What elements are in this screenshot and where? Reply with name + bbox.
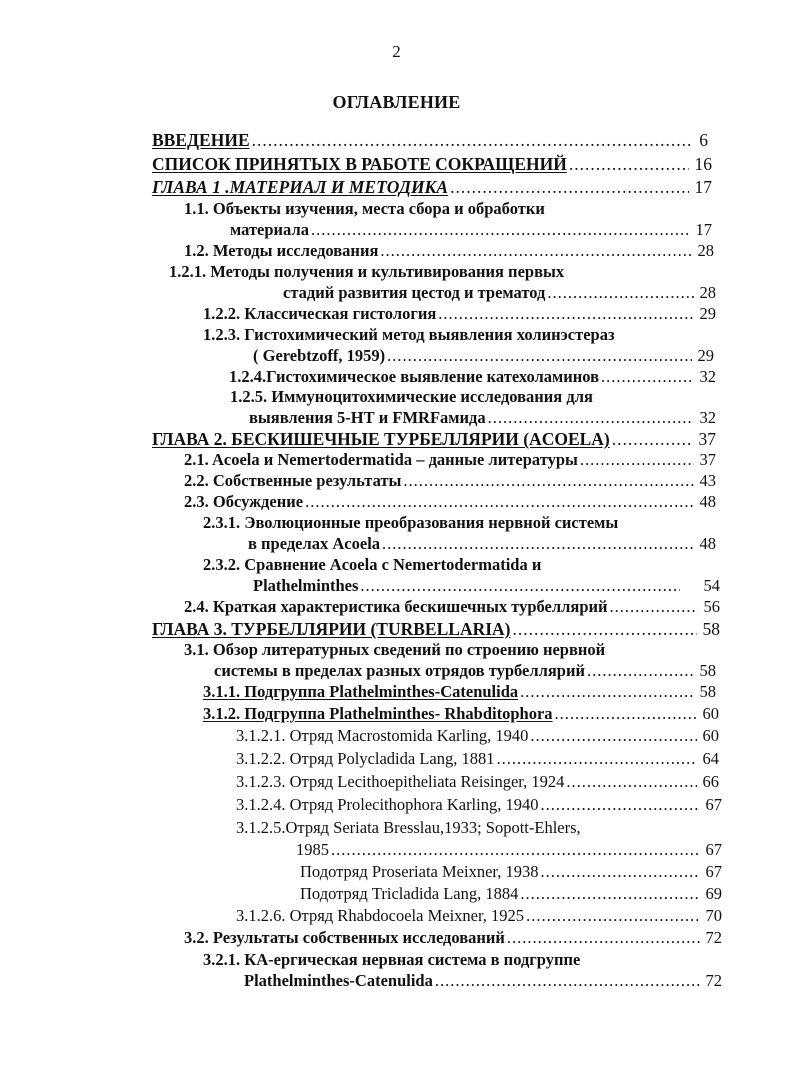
toc-entry-page: 60 [702, 704, 719, 723]
toc-entry-tricladida[interactable] [300, 884, 722, 904]
toc-entry-text: 1.2. Методы исследования [184, 241, 379, 260]
toc-entry-text: 2.2. Собственные результаты [184, 471, 402, 490]
toc-entry-3-1[interactable] [214, 661, 716, 681]
toc-entry-page: 29 [699, 304, 716, 323]
toc-entry-3-1-2-5-line1: 3.1.2.5.Отряд Seriata Bresslau,1933; Sopott-Ehlers, [236, 818, 581, 837]
toc-entry-1-1-line1: 1.1. Объекты изучения, места сбора и обработки [184, 199, 545, 218]
toc-entry-page: 56 [703, 597, 720, 616]
toc-entry-page: 37 [698, 429, 716, 449]
toc-entry-page: 17 [694, 177, 712, 197]
toc-entry-proseriata[interactable] [300, 862, 722, 882]
toc-entry-3-1-line1: 3.1. Обзор литературных сведений по строению нервной [184, 640, 606, 659]
toc-entry-1-2-5-line1: 1.2.5. Иммуноцитохимические исследования для [230, 387, 593, 406]
toc-entry-text: Подотряд Proseriata Meixner, 1938 [300, 862, 539, 881]
toc-entry-3-1-1[interactable] [203, 682, 716, 702]
toc-entry-page: 67 [705, 862, 722, 881]
toc-entry-page: 48 [699, 492, 716, 511]
toc-entry-1-2-1-line1: 1.2.1. Методы получения и культивирования первых [169, 262, 565, 281]
toc-entry-3-2-1-line1: 3.2.1. КА-ергическая нервная система в подгруппе [203, 950, 581, 969]
toc-entry-1-2-3-line1: 1.2.3. Гистохимический метод выявления холинэстераз [203, 325, 615, 344]
toc-entry-page: 58 [699, 682, 716, 701]
toc-entry-page: 67 [705, 795, 722, 814]
toc-entry-page: 70 [705, 906, 722, 925]
toc-entry-text: Подотряд Tricladida Lang, 1884 [300, 884, 519, 903]
toc-entry-text: материала [230, 220, 309, 239]
toc-entry-chapter-3[interactable] [152, 619, 720, 639]
toc-entry-text: 3.1.2.6. Отряд Rhabdocoela Meixner, 1925 [236, 906, 525, 925]
toc-entry-page: 6 [699, 130, 708, 150]
toc-entry-page: 69 [705, 884, 722, 903]
toc-entry-page: 58 [702, 619, 720, 639]
toc-entry-2-2[interactable] [184, 471, 716, 491]
toc-title: ОГЛАВЛЕНИЕ [332, 92, 461, 112]
toc-entry-1-2-5[interactable] [249, 408, 716, 428]
toc-entry-text: 1985 [296, 840, 329, 859]
page-number: 2 [392, 42, 401, 61]
toc-entry-page: 60 [702, 726, 719, 745]
toc-entry-2-3-2-line1: 2.3.2. Сравнение Acoela с Nemertodermatida и [203, 555, 542, 574]
toc-entry-3-1-2-5[interactable] [296, 840, 722, 860]
toc-entry-text: системы в пределах разных отрядов турбеллярий [214, 661, 585, 680]
toc-entry-text: ГЛАВА 1 .МАТЕРИАЛ И МЕТОДИКА [152, 177, 449, 197]
toc-entry-page: 32 [699, 367, 716, 386]
toc-entry-2-3-1[interactable] [248, 534, 716, 554]
toc-entry-page: 58 [699, 661, 716, 680]
toc-entry-3-2[interactable] [184, 928, 722, 948]
toc-entry-text: выявления 5-НТ и FMRFамида [249, 408, 486, 427]
toc-entry-page: 28 [699, 283, 716, 302]
toc-entry-page: 72 [705, 971, 722, 990]
toc-entry-2-3-2[interactable] [253, 576, 720, 596]
toc-entry-1-2[interactable] [184, 241, 714, 261]
toc-entry-1-1[interactable] [230, 220, 712, 240]
toc-entry-text: 3.1.2.4. Отряд Prolecithophora Karling, 1940 [236, 795, 539, 814]
toc-entry-page: 72 [705, 928, 722, 947]
toc-entry-3-1-2-3[interactable] [236, 772, 719, 792]
toc-entry-3-1-2-2[interactable] [236, 749, 719, 769]
toc-entry-page: 37 [699, 450, 716, 469]
toc-entry-text: 2.4. Краткая характеристика бескишечных турбеллярий [184, 597, 608, 616]
toc-entry-text: ГЛАВА 3. ТУРБЕЛЛЯРИИ (TURBELLARIA) [152, 619, 511, 639]
toc-entry-page: 28 [697, 241, 714, 260]
toc-entry-abbreviations[interactable] [152, 154, 712, 174]
toc-entry-text: 3.1.1. Подгруппа Plathelminthes-Catenulida [203, 682, 519, 701]
toc-entry-3-1-2[interactable] [203, 704, 719, 724]
toc-entry-page: 67 [705, 840, 722, 859]
toc-entry-3-1-2-1[interactable] [236, 726, 719, 746]
toc-entry-page: 64 [702, 749, 719, 768]
toc-entry-page: 16 [694, 154, 712, 174]
toc-entry-3-1-2-6[interactable] [236, 906, 722, 926]
toc-entry-text: 3.2. Результаты собственных исследований [184, 928, 505, 947]
toc-entry-3-2-1[interactable] [244, 971, 722, 991]
toc-entry-text: 3.1.2.1. Отряд Macrostomida Karling, 1940 [236, 726, 529, 745]
toc-entry-page: 54 [703, 576, 720, 595]
toc-entry-text: ( Gerebtzoff, 1959) [253, 346, 386, 365]
toc-entry-chapter-2[interactable] [152, 429, 716, 449]
toc-entry-text: 3.1.2. Подгруппа Plathelminthes- Rhabditophora [203, 704, 553, 723]
toc-entry-text: 1.2.4.Гистохимическое выявление катехоламинов [229, 367, 599, 386]
toc-entry-3-1-2-4[interactable] [236, 795, 722, 815]
toc-entry-text: 1.2.2. Классическая гистология [203, 304, 437, 323]
toc-entry-page: 32 [699, 408, 716, 427]
toc-entry-1-2-1[interactable] [283, 283, 716, 303]
toc-entry-2-3-1-line1: 2.3.1. Эволюционные преобразования нервной системы [203, 513, 619, 532]
toc-entry-text: 3.1.2.2. Отряд Polycladida Lang, 1881 [236, 749, 495, 768]
toc-entry-2-4[interactable] [184, 597, 720, 617]
toc-entry-text: СПИСОК ПРИНЯТЫХ В РАБОТЕ СОКРАЩЕНИЙ [152, 154, 567, 174]
toc-entry-text: Plathelminthes-Catenulida [244, 971, 433, 990]
toc-entry-intro[interactable] [152, 130, 708, 150]
toc-entry-text: 2.3. Обсуждение [184, 492, 304, 511]
toc-entry-text: в пределах Acoela [248, 534, 381, 553]
toc-entry-text: 2.1. Acoela и Nemertodermatida – данные литературы [184, 450, 578, 469]
toc-entry-text: Plathelminthes [253, 576, 359, 595]
toc-entry-2-3[interactable] [184, 492, 716, 512]
toc-entry-text: 3.1.2.3. Отряд Lecithoepitheliata Reisinger, 1924 [236, 772, 565, 791]
toc-entry-text: ГЛАВА 2. БЕСКИШЕЧНЫЕ ТУРБЕЛЛЯРИИ (ACOELA) [152, 429, 610, 449]
toc-entry-1-2-4[interactable] [229, 367, 716, 387]
toc-entry-text: ВВЕДЕНИЕ [152, 130, 250, 150]
toc-entry-page: 48 [699, 534, 716, 553]
toc-entry-page: 29 [697, 346, 714, 365]
toc-entry-1-2-2[interactable] [203, 304, 716, 324]
toc-entry-chapter-1[interactable] [152, 177, 712, 197]
toc-entry-1-2-3[interactable] [253, 346, 714, 366]
toc-entry-page: 17 [695, 220, 712, 239]
toc-entry-page: 66 [702, 772, 719, 791]
toc-entry-2-1[interactable] [184, 450, 716, 470]
toc-entry-text: стадий развития цестод и трематод [283, 283, 546, 302]
toc-entry-page: 43 [699, 471, 716, 490]
